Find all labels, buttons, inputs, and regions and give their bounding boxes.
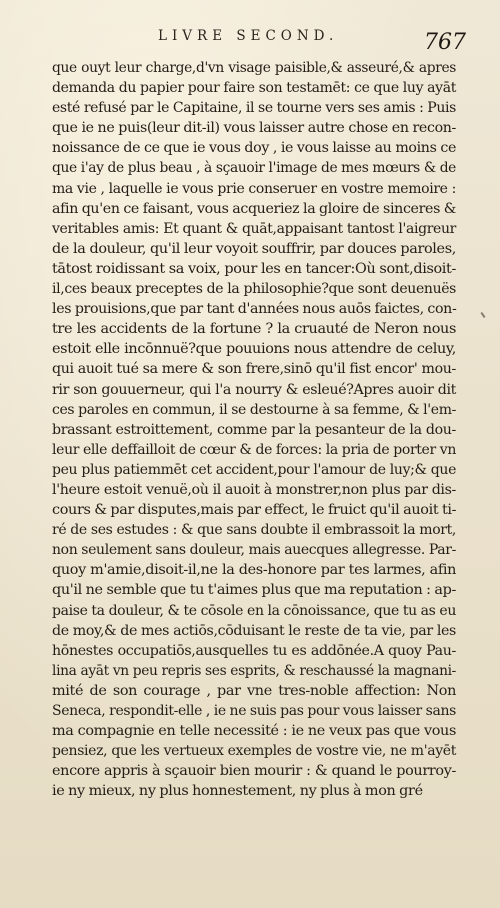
text-line: il,ces beaux preceptes de la philosophie?que sont deuenuës xyxy=(52,281,456,298)
text-line: leur elle deffailloit de cœur & de forces: la pria de porter vn xyxy=(52,441,456,458)
text-line: que i'ay de plus beau , à sçauoir l'image de mes mœurs & de xyxy=(52,160,456,177)
text-line: que ouyt leur charge,d'vn visage paisible,& asseuré,& apres xyxy=(52,60,456,76)
text-line: rir son gouuerneur, qui l'a nourry & esleué?Apres auoir dit xyxy=(52,381,456,398)
text-line: ré de ses estudes : & que sans doubte il embrassoit la mort, xyxy=(52,522,456,539)
text-line: veritables amis: Et quant & quāt,appaisant tantost l'aigreur xyxy=(52,220,456,237)
text-line: paise ta douleur, & te cōsole en la cōnoissance, que tu as eu xyxy=(52,602,456,619)
text-line: demanda du papier pour faire son testamēt: ce que luy ayāt xyxy=(52,80,456,97)
text-line: pensiez, que les vertueux exemples de vostre vie, ne m'ayēt xyxy=(52,743,456,760)
page-number: 767 xyxy=(424,30,466,55)
text-line: que ie ne puis(leur dit-il) vous laisser autre chose en recon- xyxy=(52,120,456,137)
text-line: ma vie , laquelle ie vous prie conseruer en vostre memoire : xyxy=(52,180,456,197)
text-line: ie ny mieux, ny plus honnestement, ny plus à mon gré xyxy=(52,783,423,800)
text-line: ma compagnie en telle necessité : ie ne veux pas que vous xyxy=(52,723,456,740)
body-text xyxy=(52,58,456,801)
text-line: les prouisions,que par tant d'années nous auōs faictes, con- xyxy=(52,301,457,318)
text-line: non seulement sans douleur, mais auecques allegresse. Par- xyxy=(52,542,456,559)
text-line: quoy m'amie,disoit-il,ne la des-honore par tes larmes, afin xyxy=(52,562,456,579)
text-line: esté refusé par le Capitaine, il se tourne vers ses amis : Puis xyxy=(52,100,456,117)
text-line: mité de son courage , par vne tres-noble affection: Non xyxy=(52,682,456,699)
text-line: de moy,& de mes actiōs,cōduisant le reste de ta vie, par les xyxy=(52,622,456,639)
running-head: LIVRE SECOND. xyxy=(158,28,339,44)
text-line: hōnestes occupatiōs,ausquelles tu es addōnée.A quoy Pau- xyxy=(52,642,456,659)
text-line: ces paroles en commun, il se destourne à sa femme, & l'em- xyxy=(52,401,456,418)
text-line: lina ayāt vn peu repris ses esprits, & reschaussé la magnani- xyxy=(52,662,456,679)
text-line: estoit elle incōnnuë?que pouuions nous attendre de celuy, xyxy=(52,341,456,358)
text-line: qu'il ne semble que tu t'aimes plus que ma reputation : ap- xyxy=(52,582,456,599)
margin-mark xyxy=(480,312,485,318)
text-line: de la douleur, qu'il leur voyoit souffrir, par douces paroles, xyxy=(52,240,456,257)
text-line: Seneca, respondit-elle , ie ne suis pas pour vous laisser sans xyxy=(52,703,456,719)
text-line: qui auoit tué sa mere & son frere,sinō qu'il fist encor' mou- xyxy=(52,361,456,378)
text-line: l'heure estoit venuë,où il auoit à monstrer,non plus par dis- xyxy=(52,481,456,498)
text-line: encore appris à sçauoir bien mourir : & quand le pourroy- xyxy=(52,763,456,780)
text-line: brassant estroittement, comme par la pesanteur de la dou- xyxy=(52,421,456,438)
text-line: cours & par disputes,mais par effect, le fruict qu'il auoit ti- xyxy=(52,502,457,519)
text-line: noissance de ce que ie vous doy , ie vous laisse au moins ce xyxy=(52,140,456,157)
text-line: tātost roidissant sa voix, pour les en tancer:Où sont,disoit- xyxy=(52,260,456,277)
text-line: afin qu'en ce faisant, vous acqueriez la gloire de sinceres & xyxy=(52,200,456,217)
text-line: peu plus patiemmēt cet accident,pour l'amour de luy;& que xyxy=(52,461,456,478)
text-line: tre les accidents de la fortune ? la cruauté de Neron nous xyxy=(52,321,456,338)
